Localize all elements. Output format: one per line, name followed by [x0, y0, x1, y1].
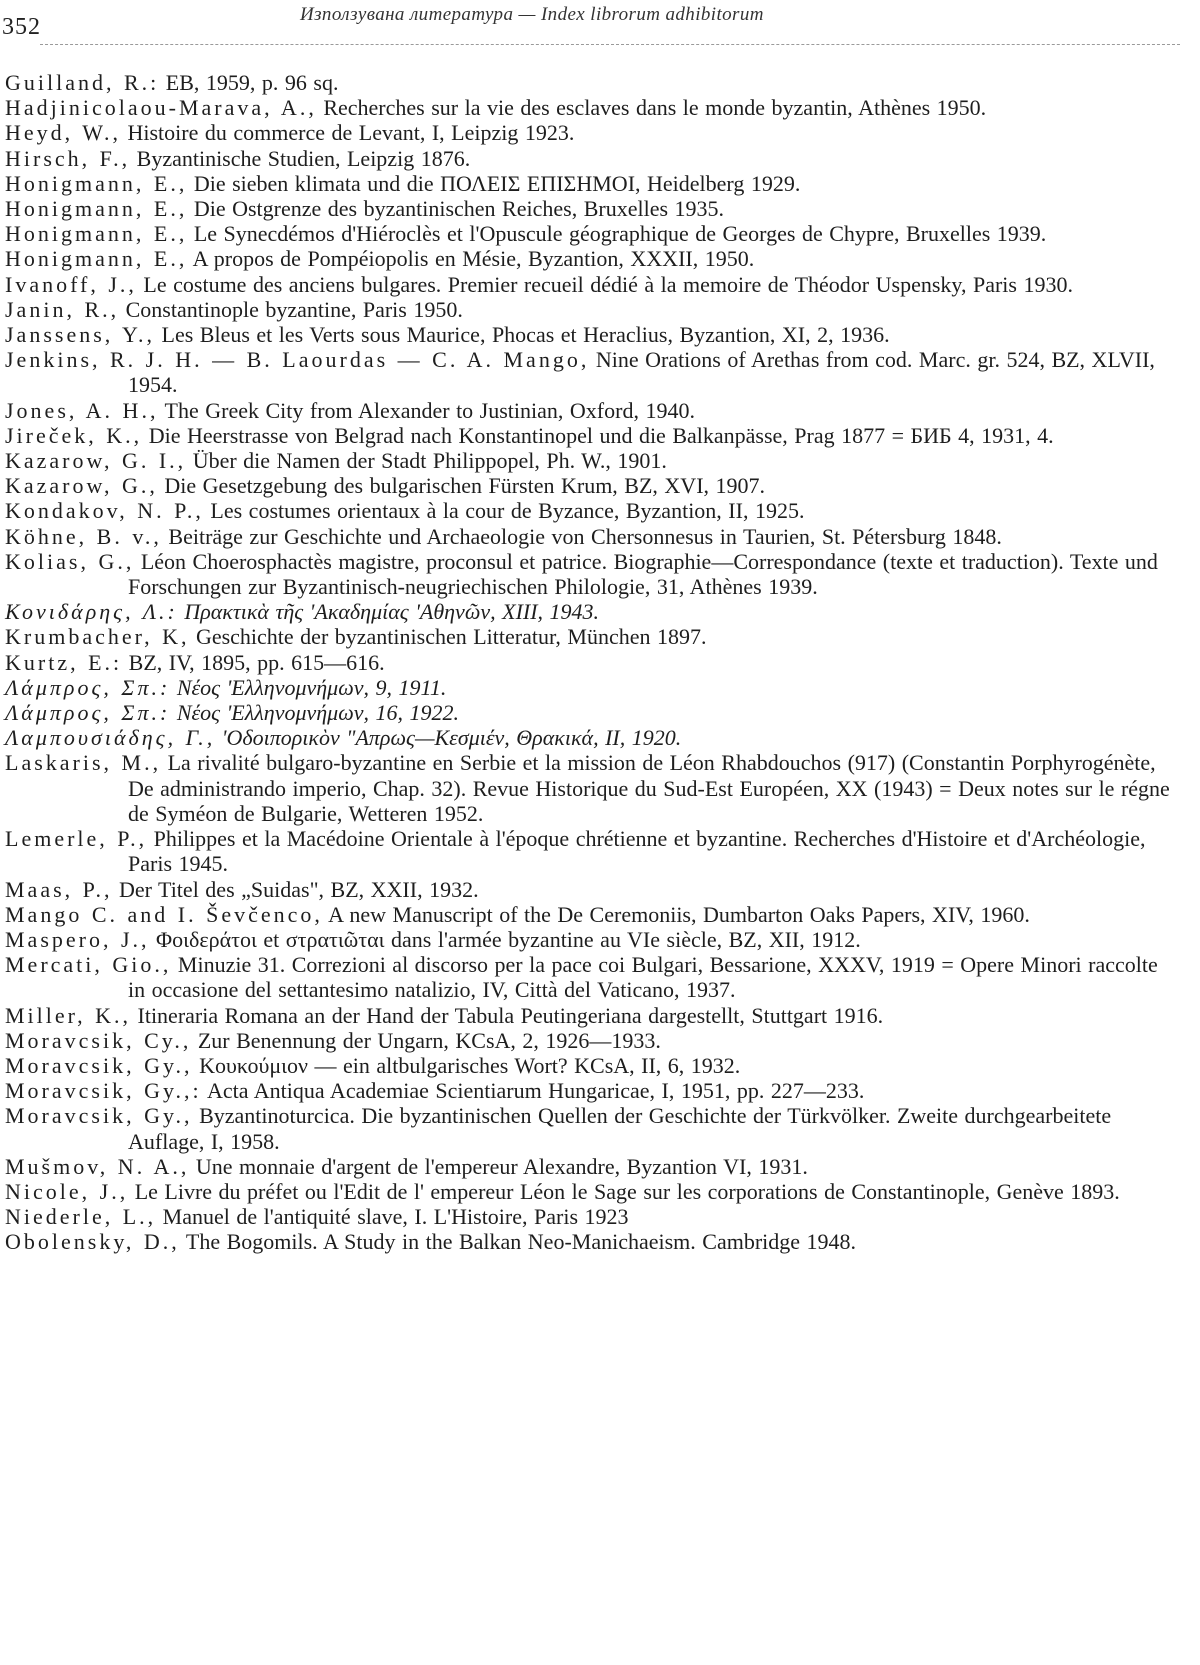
header-rule	[40, 44, 1180, 45]
entry-author: Janssens, Y.,	[5, 322, 156, 348]
bibliography-entry	[0, 1229, 1170, 1254]
entry-author: Laskaris, M.,	[5, 750, 162, 776]
bibliography-entry	[0, 246, 1170, 271]
bibliography-entry	[0, 700, 1170, 725]
entry-author: Krumbacher, K,	[5, 624, 190, 650]
entry-text: Zur Benennung der Ungarn, KCsA, 2, 1926—1933.	[191, 1027, 661, 1053]
bibliography-entry	[0, 877, 1170, 902]
bibliography-entry	[0, 750, 1170, 826]
entry-author: Maas, P.,	[5, 876, 113, 902]
entry-text: Une monnaie d'argent de l'empereur Alexandre, Byzantion VI, 1931.	[189, 1153, 808, 1179]
entry-text: Les Bleus et les Verts sous Maurice, Phocas et Heraclius, Byzantion, XI, 2, 1936.	[155, 322, 890, 348]
entry-author: Moravcsik, Gy.,:	[5, 1078, 202, 1104]
bibliography-entry	[0, 1003, 1170, 1028]
entry-text: Itineraria Romana an der Hand der Tabula Peutingeriana dargestellt, Stuttgart 1916.	[131, 1002, 884, 1028]
entry-text: Φοιδεράτοι et στρατιῶται dans l'armée byzantine au VIe siècle, BZ, XII, 1912.	[149, 926, 861, 952]
entry-text: Die Gesetzgebung des bulgarischen Fürsten Krum, BZ, XVI, 1907.	[157, 473, 766, 499]
bibliography-entry	[0, 70, 1170, 95]
bibliography-entry	[0, 322, 1170, 347]
entry-author: Moravcsik, Cy.,	[5, 1027, 192, 1053]
bibliography-entry	[0, 196, 1170, 221]
bibliography-entry	[0, 272, 1170, 297]
entry-text: A propos de Pompéiopolis en Mésie, Byzantion, XXXII, 1950.	[187, 246, 755, 272]
entry-author: Kolias, G.,	[5, 548, 135, 574]
entry-text: Geschichte der byzantinischen Litteratur, München 1897.	[189, 624, 707, 650]
entry-author: Hadjinicolaou-Marava, A.,	[5, 95, 317, 121]
bibliography-entry	[0, 902, 1170, 927]
entry-text: Constantinople byzantine, Paris 1950.	[119, 296, 463, 322]
entry-text: Νέος 'Ελληνομνήμων, 9, 1911.	[170, 674, 447, 700]
entry-text: Πρακτικὰ τῆς 'Ακαδημίας 'Αθηνῶν, XIII, 1943.	[177, 599, 600, 625]
page-number: 352	[2, 14, 41, 40]
entry-author: Honigmann, E.,	[5, 221, 188, 247]
entry-author: Miller, K.,	[5, 1002, 131, 1028]
bibliography-entry	[0, 347, 1170, 397]
entry-text: Manuel de l'antiquité slave, I. L'Histoire, Paris 1923	[156, 1204, 629, 1230]
entry-author: Heyd, W.,	[5, 120, 121, 146]
bibliography-entry	[0, 297, 1170, 322]
bibliography-entry	[0, 498, 1170, 523]
entry-author: Jireček, K.,	[5, 422, 143, 448]
bibliography-entry	[0, 1078, 1170, 1103]
bibliography-entry	[0, 725, 1170, 750]
bibliography-entry	[0, 423, 1170, 448]
bibliography-entry	[0, 1179, 1170, 1204]
entry-author: Honigmann, E.,	[5, 170, 188, 196]
bibliography-entry	[0, 398, 1170, 423]
entry-author: Kazarow, G.,	[5, 473, 158, 499]
entry-author: Mercati, Gio.,	[5, 952, 172, 978]
entry-text: La rivalité bulgaro-byzantine en Serbie et la mission de Léon Rhabdouchos (917) (Constantin Porphyrogénète, De administrando imperio, Chap. 32). Revue Historique du Sud-Est Européen, XX (1943) = Deux notes sur le régne de Syméon de Bulgarie, Wetteren 1952.	[128, 750, 1170, 826]
entry-author: Kondakov, N. P.,	[5, 498, 204, 524]
bibliography-list	[0, 70, 1170, 1255]
bibliography-entry	[0, 448, 1170, 473]
entry-author: Kazarow, G. I.,	[5, 448, 187, 474]
entry-author: Maspero, J.,	[5, 926, 150, 952]
entry-text: Über die Namen der Stadt Philippopel, Ph. W., 1901.	[186, 448, 667, 474]
entry-text: Beiträge zur Geschichte und Archaeologie von Chersonnesus in Taurien, St. Pétersburg 1848.	[161, 523, 1002, 549]
bibliography-entry	[0, 524, 1170, 549]
bibliography-entry	[0, 927, 1170, 952]
entry-author: Lemerle, P.,	[5, 826, 148, 852]
bibliography-entry	[0, 146, 1170, 171]
entry-text: EB, 1959, p. 96 sq.	[159, 70, 339, 95]
entry-text: Nine Orations of Arethas from cod. Marc. gr. 524, BZ, XLVII, 1954.	[128, 347, 1155, 398]
entry-author: Λάμπρος, Σπ.:	[5, 700, 171, 726]
entry-text: Recherches sur la vie des esclaves dans le monde byzantin, Athènes 1950.	[316, 95, 987, 121]
page-header	[0, 0, 1200, 48]
entry-text: Histoire du commerce de Levant, I, Leipzig 1923.	[121, 120, 575, 146]
bibliography-entry	[0, 473, 1170, 498]
bibliography-entry	[0, 952, 1170, 1002]
bibliography-entry	[0, 675, 1170, 700]
entry-text: Les costumes orientaux à la cour de Byzance, Byzantion, II, 1925.	[203, 498, 805, 524]
entry-text: Die Ostgrenze des byzantinischen Reiches, Bruxelles 1935.	[187, 196, 725, 222]
bibliography-entry	[0, 650, 1170, 675]
entry-text: 'Οδοιπορικὸν "Απρως—Κεσμιέν, Θρακικά, II, 1920.	[215, 725, 682, 751]
entry-text: Νέος 'Ελληνομνήμων, 16, 1922.	[170, 700, 460, 726]
entry-author: Jenkins, R. J. H. — B. Laourdas — C. A. Mango,	[5, 347, 590, 373]
entry-author: Honigmann, E.,	[5, 246, 188, 272]
entry-author: Moravcsik, Gy.,	[5, 1052, 193, 1078]
bibliography-entry	[0, 221, 1170, 246]
entry-author: Jones, A. H.,	[5, 397, 159, 423]
bibliography-entry	[0, 1154, 1170, 1179]
entry-text: A new Manuscript of the De Ceremoniis, Dumbarton Oaks Papers, XIV, 1960.	[322, 901, 1030, 927]
running-title: Използувана литература — Index librorum adhibitorum	[300, 4, 764, 25]
entry-text: The Bogomils. A Study in the Balkan Neo-Manichaeism. Cambridge 1948.	[179, 1229, 857, 1255]
entry-text: Acta Antiqua Academiae Scientiarum Hungaricae, I, 1951, pp. 227—233.	[201, 1078, 865, 1104]
entry-text: Le costume des anciens bulgares. Premier recueil dédié à la memoire de Théodor Uspensky, Paris 1930.	[136, 271, 1073, 297]
bibliography-entry	[0, 599, 1170, 624]
entry-author: Kurtz, E.:	[5, 649, 123, 675]
entry-author: Janin, R.,	[5, 296, 120, 322]
bibliography-entry	[0, 1204, 1170, 1229]
entry-text: Κουκούμιον — ein altbulgarisches Wort? KCsA, II, 6, 1932.	[192, 1052, 741, 1078]
bibliography-entry	[0, 120, 1170, 145]
entry-text: Die sieben klimata und die ΠΟΛΕΙΣ ΕΠΙΣΗΜΟΙ, Heidelberg 1929.	[187, 170, 801, 196]
entry-author: Moravcsik, Gy.,	[5, 1103, 193, 1129]
bibliography-entry	[0, 1103, 1170, 1153]
bibliography-entry	[0, 1053, 1170, 1078]
entry-text: The Greek City from Alexander to Justinian, Oxford, 1940.	[158, 397, 695, 423]
entry-author: Honigmann, E.,	[5, 196, 188, 222]
entry-author: Nicole, J.,	[5, 1178, 129, 1204]
entry-text: Der Titel des „Suidas", BZ, XXII, 1932.	[112, 876, 479, 902]
entry-author: Κονιδάρης, Λ.:	[5, 599, 178, 625]
entry-author: Guilland, R.:	[5, 70, 160, 95]
entry-text: Byzantinische Studien, Leipzig 1876.	[130, 145, 471, 171]
entry-author: Hirsch, F.,	[5, 145, 131, 171]
bibliography-entry	[0, 624, 1170, 649]
entry-author: Λάμπρος, Σπ.:	[5, 674, 171, 700]
entry-text: Byzantinoturcica. Die byzantinischen Quellen der Geschichte der Türkvölker. Zweite durchgearbeitete Auflage, I, 1958.	[128, 1103, 1112, 1154]
bibliography-entry	[0, 1028, 1170, 1053]
entry-author: Mango C. and I. Ševčenco,	[5, 901, 323, 927]
entry-text: BZ, IV, 1895, pp. 615—616.	[122, 649, 385, 675]
bibliography-entry	[0, 549, 1170, 599]
entry-author: Λαμπουσιάδης, Γ.,	[5, 725, 216, 751]
entry-text: Léon Choerosphactès magistre, proconsul et patrice. Biographie—Correspondance (texte et traduction). Texte und Forschungen zur Byzantinisch-neugriechischen Philologie, 31, Athènes 1939.	[128, 548, 1158, 600]
entry-author: Mušmov, N. A.,	[5, 1153, 190, 1179]
entry-author: Obolensky, D.,	[5, 1229, 180, 1255]
entry-text: Die Heerstrasse von Belgrad nach Konstantinopel und die Balkanpässe, Prag 1877 = БИБ 4, 1931, 4.	[142, 422, 1054, 448]
bibliography-entry	[0, 95, 1170, 120]
entry-author: Köhne, B. v.,	[5, 523, 162, 549]
entry-text: Le Synecdémos d'Hiéroclès et l'Opuscule géographique de Georges de Chypre, Bruxelles 1939.	[187, 221, 1047, 247]
entry-text: Philippes et la Macédoine Orientale à l'époque chrétienne et byzantine. Recherches d'Histoire et d'Archéologie, Paris 1945.	[128, 826, 1146, 877]
entry-author: Ivanoff, J.,	[5, 271, 137, 297]
entry-text: Le Livre du préfet ou l'Edit de l' empereur Léon le Sage sur les corporations de Constantinople, Genève 1893.	[128, 1178, 1120, 1204]
entry-author: Niederle, L.,	[5, 1204, 157, 1230]
entry-text: Minuzie 31. Correzioni al discorso per la pace coi Bulgari, Bessarione, XXXV, 1919 = Opere Minori raccolte in occasione del settantesimo natalizio, IV, Città del Vaticano, 1937.	[128, 952, 1158, 1003]
bibliography-entry	[0, 826, 1170, 876]
bibliography-entry	[0, 171, 1170, 196]
